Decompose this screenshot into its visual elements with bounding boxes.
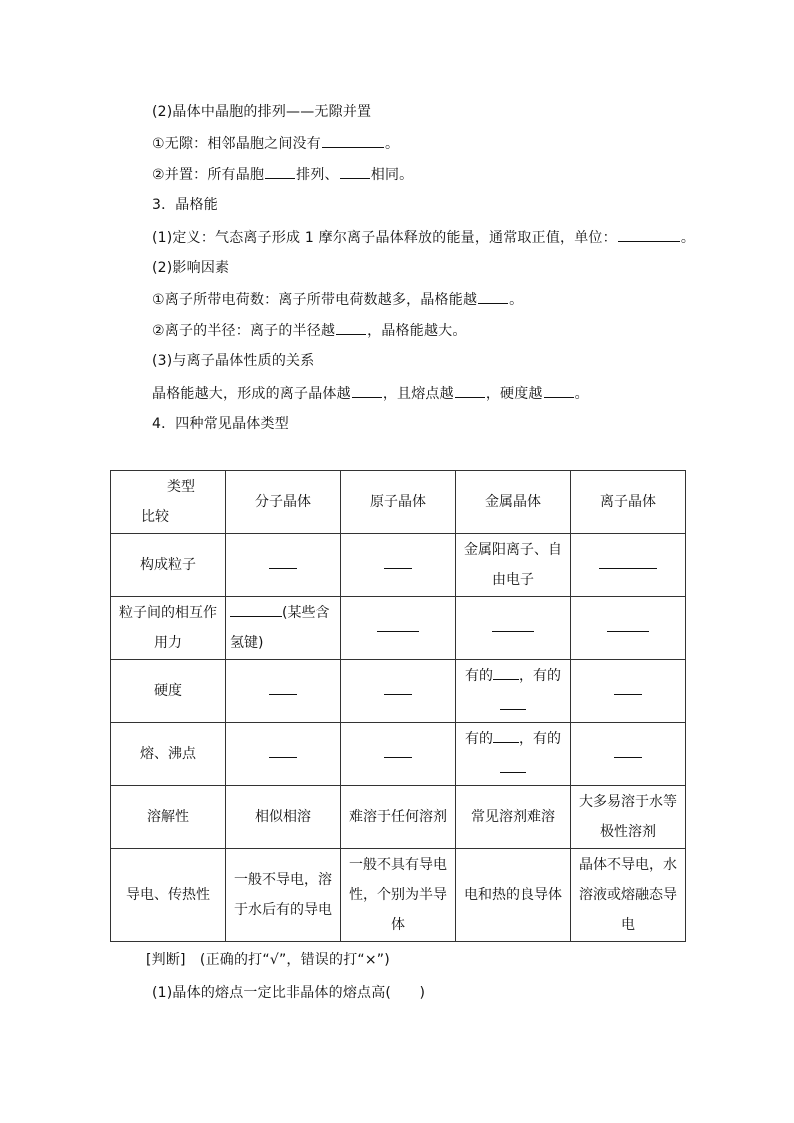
blank	[500, 695, 526, 710]
blank	[384, 554, 412, 569]
row-label: 溶解性	[111, 786, 226, 849]
text: ②并置：所有晶胞	[152, 167, 265, 183]
blank	[322, 133, 384, 148]
blank	[352, 383, 382, 398]
answer-blank	[226, 660, 341, 723]
blank	[493, 665, 519, 680]
cell-text: 一般不具有导电性，个别为半导体	[341, 849, 456, 942]
text: 有的	[465, 731, 493, 747]
blank	[607, 617, 649, 632]
blank	[384, 743, 412, 758]
blank	[340, 164, 370, 179]
text: ，硬度越	[485, 386, 543, 402]
text: ①离子所带电荷数：离子所带电荷数越多，晶格能越	[152, 292, 478, 308]
blank	[336, 320, 366, 335]
cell-text: 金属阳离子、自由电子	[456, 534, 571, 597]
line-definition	[152, 227, 695, 248]
answer-blank	[571, 597, 686, 660]
blank	[492, 617, 534, 632]
line-charge	[152, 289, 523, 310]
section-crystal-types: 4．四种常见晶体类型	[152, 416, 289, 432]
row-label: 构成粒子	[111, 534, 226, 597]
blank	[618, 227, 680, 242]
answer-blank	[341, 660, 456, 723]
text: ②离子的半径：离子的半径越	[152, 323, 336, 339]
blank	[230, 602, 282, 617]
blank	[544, 383, 574, 398]
crystal-types-table	[110, 470, 686, 942]
corner-top: 类型	[167, 479, 195, 495]
blank	[500, 758, 526, 773]
text: 。	[384, 136, 400, 152]
blank	[493, 728, 519, 743]
text: ，且熔点越	[382, 386, 454, 402]
header-atomic: 原子晶体	[341, 471, 456, 534]
blank	[614, 680, 642, 695]
cell-text: 电和热的良导体	[456, 849, 571, 942]
cell-text: 晶体不导电，水溶液或熔融态导电	[571, 849, 686, 942]
table-header-row	[111, 471, 686, 534]
blank	[269, 743, 297, 758]
answer-blank	[341, 534, 456, 597]
judge-title: [判断] (正确的打“√”，错误的打“×”)	[146, 952, 390, 968]
answer-blank	[571, 534, 686, 597]
cell-text	[226, 597, 341, 660]
answer-blank	[571, 723, 686, 786]
answer-blank	[226, 534, 341, 597]
text: ，有的	[519, 731, 561, 747]
line-lattice-larger	[152, 383, 589, 404]
row-label: 熔、沸点	[111, 723, 226, 786]
cell-text: 相似相溶	[226, 786, 341, 849]
text: (1)定义：气态离子形成 1 摩尔离子晶体释放的能量，通常取正值，单位：	[152, 230, 617, 246]
text: ①无隙：相邻晶胞之间没有	[152, 136, 321, 152]
text: 。	[509, 292, 524, 308]
header-ionic: 离子晶体	[571, 471, 686, 534]
cell-text	[456, 660, 571, 723]
line-factors: (2)影响因素	[152, 260, 230, 276]
blank	[269, 680, 297, 695]
line-relation: (3)与离子晶体性质的关系	[152, 353, 315, 369]
text: 相同。	[370, 167, 414, 183]
line-crystal-arrangement: (2)晶体中晶胞的排列——无隙并置	[152, 104, 372, 120]
blank	[269, 554, 297, 569]
line-radius	[152, 320, 467, 341]
text: ，晶格能越大。	[367, 323, 467, 339]
cell-text: 常见溶剂难溶	[456, 786, 571, 849]
corner-bottom: 比较	[141, 509, 169, 525]
text: ，有的	[519, 668, 561, 684]
answer-blank	[571, 660, 686, 723]
corner-cell	[111, 471, 226, 534]
answer-blank	[456, 597, 571, 660]
blank	[614, 743, 642, 758]
judge-question-1: (1)晶体的熔点一定比非晶体的熔点高( )	[152, 985, 426, 1001]
table-row	[111, 849, 686, 942]
blank	[478, 289, 508, 304]
blank	[265, 164, 295, 179]
line-juxtaposed	[152, 164, 413, 185]
cell-text: 难溶于任何溶剂	[341, 786, 456, 849]
blank	[377, 617, 419, 632]
text: 晶格能越大，形成的离子晶体越	[152, 386, 351, 402]
cell-text: 大多易溶于水等极性溶剂	[571, 786, 686, 849]
row-label: 硬度	[111, 660, 226, 723]
text: 。	[680, 230, 696, 246]
blank	[384, 680, 412, 695]
cell-text	[456, 723, 571, 786]
text: 有的	[465, 668, 493, 684]
line-no-gap	[152, 133, 399, 154]
answer-blank	[226, 723, 341, 786]
text: (某些含氢键)	[230, 605, 330, 651]
text: 排列、	[296, 167, 339, 183]
answer-blank	[341, 597, 456, 660]
section-lattice-energy: 3．晶格能	[152, 197, 218, 213]
row-label: 粒子间的相互作用力	[111, 597, 226, 660]
table-row	[111, 786, 686, 849]
text: 。	[574, 386, 589, 402]
cell-text: 一般不导电，溶于水后有的导电	[226, 849, 341, 942]
answer-blank	[341, 723, 456, 786]
blank	[455, 383, 485, 398]
header-metallic: 金属晶体	[456, 471, 571, 534]
header-molecular: 分子晶体	[226, 471, 341, 534]
table-row	[111, 660, 686, 723]
blank	[599, 554, 657, 569]
row-label: 导电、传热性	[111, 849, 226, 942]
table-row	[111, 597, 686, 660]
table-row	[111, 723, 686, 786]
table-row	[111, 534, 686, 597]
